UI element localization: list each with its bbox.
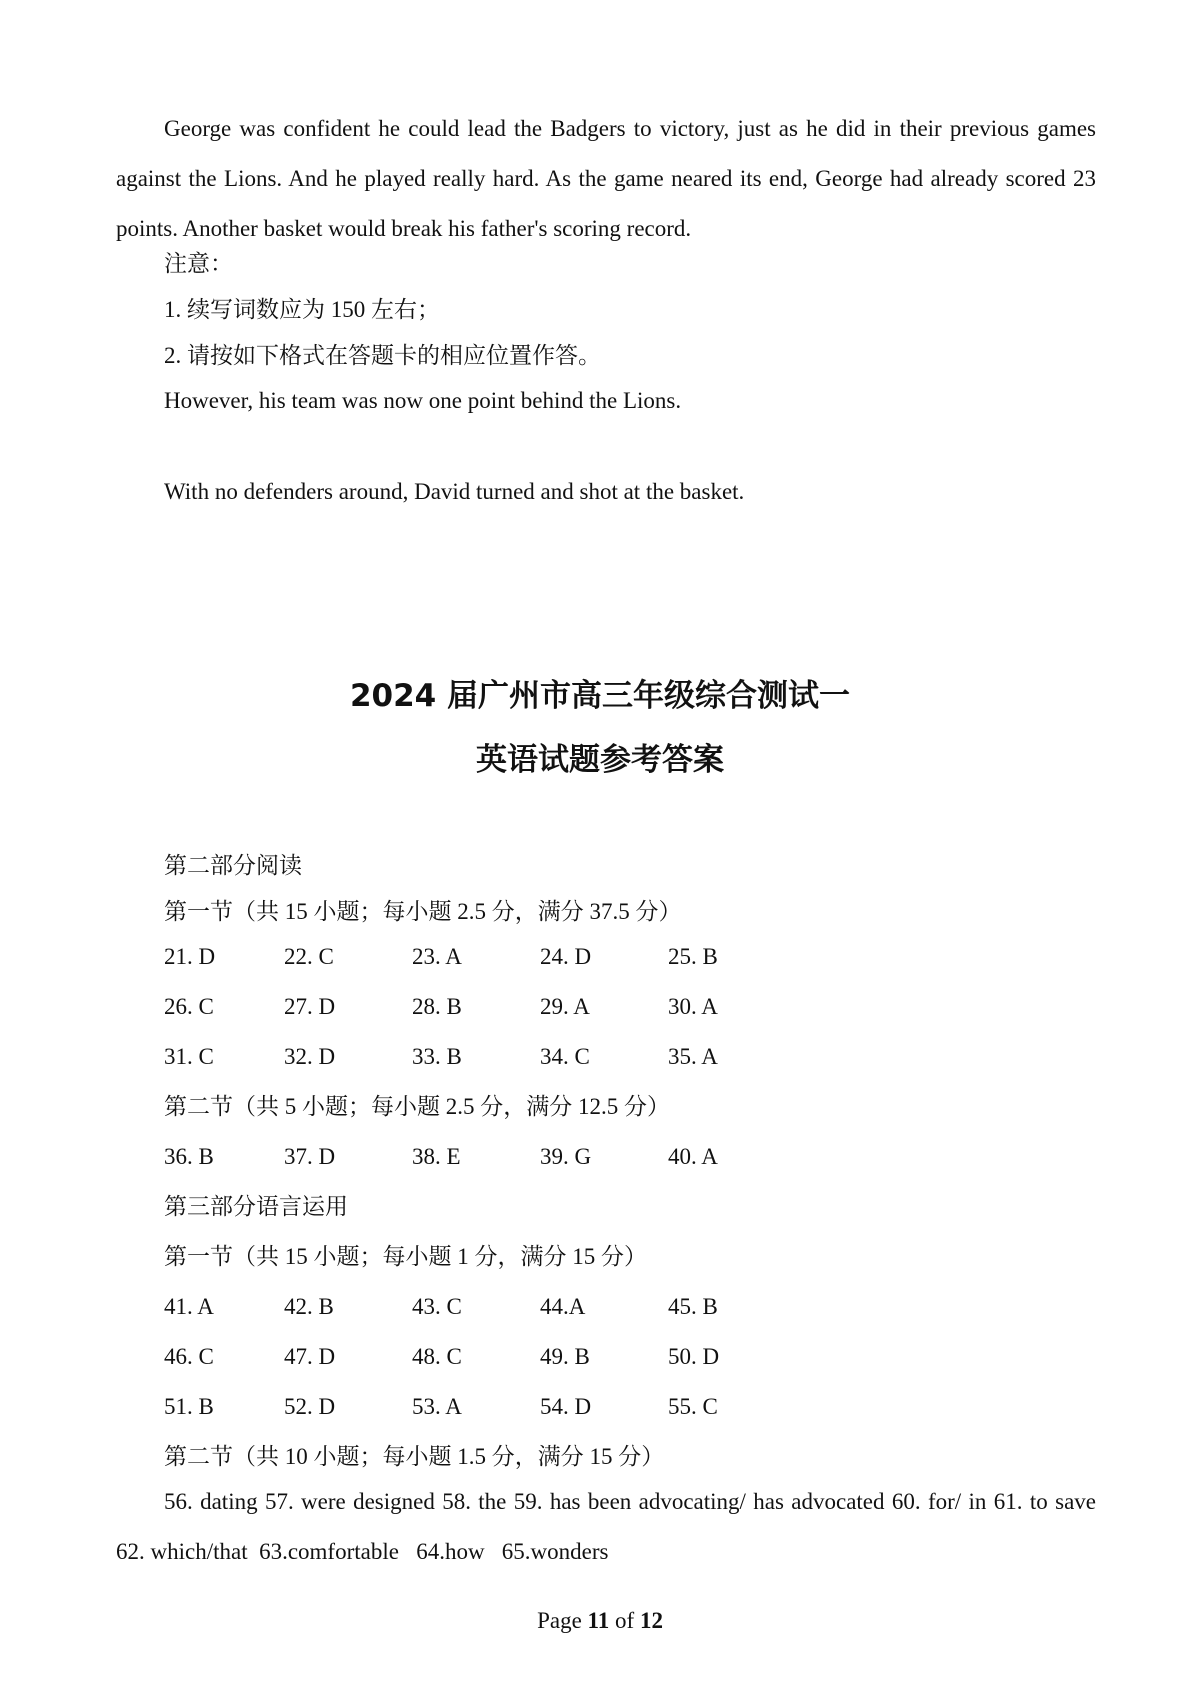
answer-cell: 46. C: [164, 1344, 214, 1369]
answer-cell: 32. D: [284, 1044, 336, 1069]
part3-section2-title: 第二节（共 10 小题；每小题 1.5 分，满分 15 分）: [164, 1444, 665, 1469]
part3-title: 第三部分语言运用: [164, 1194, 348, 1219]
answer-cell: 44.A: [540, 1294, 586, 1319]
answer-row: [164, 1042, 864, 1072]
part2-section1-title: 第一节（共 15 小题；每小题 2.5 分，满分 37.5 分）: [164, 899, 682, 924]
answer-row: [164, 1142, 864, 1172]
answer-cell: 33. B: [412, 1044, 462, 1069]
answer-cell: 23. A: [412, 944, 462, 969]
answer-cell: 37. D: [284, 1144, 336, 1169]
answer-cell: 45. B: [668, 1294, 718, 1319]
continuation-prompt-1: However, his team was now one point behind the Lions.: [164, 388, 682, 413]
answer-cell: 41. A: [164, 1294, 214, 1319]
answer-row: [164, 1292, 864, 1322]
part2-section2-title: 第二节（共 5 小题；每小题 2.5 分，满分 12.5 分）: [164, 1094, 670, 1119]
note-item-2: 2. 请按如下格式在答题卡的相应位置作答。: [164, 343, 601, 368]
answer-cell: 40. A: [668, 1144, 718, 1169]
answer-cell: 39. G: [540, 1144, 592, 1169]
answer-cell: 43. C: [412, 1294, 462, 1319]
answer-cell: 42. B: [284, 1294, 334, 1319]
answer-cell: 38. E: [412, 1144, 461, 1169]
answer-cell: 47. D: [284, 1344, 336, 1369]
footer-of-word: of: [615, 1608, 635, 1633]
answer-key-subtitle: 英语试题参考答案: [476, 742, 724, 778]
answer-cell: 29. A: [540, 994, 590, 1019]
answer-row: [164, 1342, 864, 1372]
page-footer: [0, 1606, 1200, 1636]
answer-key-title: 2024 届广州市高三年级综合测试一: [349, 678, 851, 714]
answer-row: [164, 942, 864, 972]
part3-section1-title: 第一节（共 15 小题；每小题 1 分，满分 15 分）: [164, 1244, 647, 1269]
part3-section2-answers: 56. dating 57. were designed 58. the 59. has been advocating/ has advocated 60. for/ in 61. to save 62. which/that 63.comfortable 64.how 65.wonders: [116, 1489, 1102, 1564]
answer-cell: 54. D: [540, 1394, 592, 1419]
note-item-1: 1. 续写词数应为 150 左右；: [164, 297, 440, 322]
answer-row: [164, 1392, 864, 1422]
footer-page-word: Page: [537, 1608, 582, 1633]
answer-cell: 25. B: [668, 944, 718, 969]
answer-cell: 55. C: [668, 1394, 718, 1419]
answer-cell: 35. A: [668, 1044, 718, 1069]
answer-cell: 36. B: [164, 1144, 214, 1169]
footer-page-number: 11: [587, 1608, 610, 1633]
answer-cell: 27. D: [284, 994, 336, 1019]
note-title: 注意：: [164, 251, 233, 276]
answer-cell: 34. C: [540, 1044, 590, 1069]
answer-cell: 51. B: [164, 1394, 214, 1419]
answer-cell: 50. D: [668, 1344, 720, 1369]
part2-title: 第二部分阅读: [164, 853, 302, 878]
answer-cell: 26. C: [164, 994, 214, 1019]
continuation-prompt-2: With no defenders around, David turned and shot at the basket.: [164, 479, 745, 504]
answer-cell: 22. C: [284, 944, 334, 969]
answer-row: [164, 992, 864, 1022]
answer-cell: 30. A: [668, 994, 718, 1019]
answer-cell: 49. B: [540, 1344, 590, 1369]
answer-cell: 53. A: [412, 1394, 462, 1419]
answer-cell: 21. D: [164, 944, 216, 969]
answer-cell: 28. B: [412, 994, 462, 1019]
story-paragraph: George was confident he could lead the Badgers to victory, just as he did in their previous games against the Lions. And he played really hard. As the game neared its end, George had already scored 23 points. Another basket would break his father's scoring record.: [116, 116, 1096, 241]
answer-cell: 31. C: [164, 1044, 214, 1069]
answer-cell: 48. C: [412, 1344, 462, 1369]
answer-cell: 24. D: [540, 944, 592, 969]
answer-cell: 52. D: [284, 1394, 336, 1419]
footer-page-total: 12: [639, 1608, 663, 1633]
